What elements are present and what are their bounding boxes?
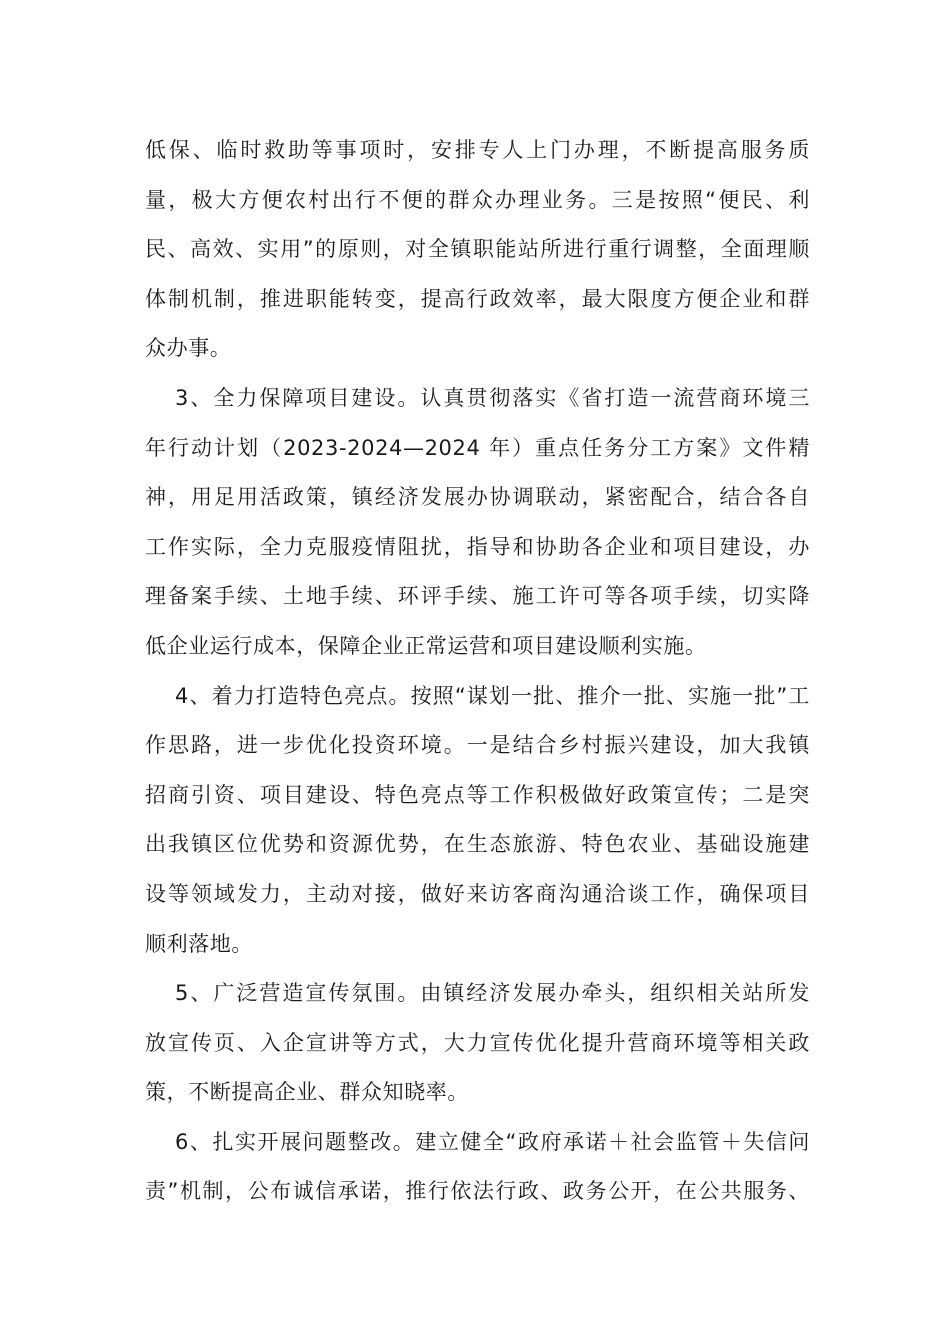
text-line: 出我镇区位优势和资源优势，在生态旅游、特色农业、基础设施建 bbox=[145, 832, 810, 857]
text-line: 作思路，进一步优化投资环境。一是结合乡村振兴建设，加大我镇 bbox=[145, 733, 810, 758]
text-line: 民、高效、实用”的原则，对全镇职能站所进行重行调整，全面理顺 bbox=[145, 237, 810, 262]
text-line: 体制机制，推进职能转变，提高行政效率，最大限度方便企业和群 bbox=[145, 286, 810, 311]
paragraph-6-heading-line: 6、扎实开展问题整改。建立健全“政府承诺＋社会监管＋失信问 bbox=[175, 1129, 810, 1154]
text-line: 责”机制，公布诚信承诺，推行依法行政、政务公开，在公共服务、 bbox=[145, 1179, 810, 1204]
text-line: 招商引资、项目建设、特色亮点等工作积极做好政策宣传；二是突 bbox=[145, 782, 810, 807]
text-line: 顺利落地。 bbox=[145, 931, 253, 956]
text-line: 年行动计划（2023-2024—2024 年）重点任务分工方案》文件精 bbox=[145, 435, 810, 460]
text-line: 量，极大方便农村出行不便的群众办理业务。三是按照“便民、利 bbox=[145, 187, 810, 212]
paragraph-5-heading-line: 5、广泛营造宣传氛围。由镇经济发展办牵头，组织相关站所发 bbox=[175, 981, 810, 1006]
document-body bbox=[145, 126, 810, 1217]
text-line: 众办事。 bbox=[145, 336, 232, 361]
paragraph-4-heading-line: 4、着力打造特色亮点。按照“谋划一批、推介一批、实施一批”工 bbox=[175, 683, 810, 708]
text-line: 工作实际，全力克服疫情阻扰，指导和协助各企业和项目建设，办 bbox=[145, 534, 810, 559]
text-line: 理备案手续、土地手续、环评手续、施工许可等各项手续，切实降 bbox=[145, 584, 810, 609]
text-line: 低企业运行成本，保障企业正常运营和项目建设顺利实施。 bbox=[145, 633, 707, 658]
text-line: 神，用足用活政策，镇经济发展办协调联动，紧密配合，结合各自 bbox=[145, 485, 810, 510]
text-line: 低保、临时救助等事项时，安排专人上门办理，不断提高服务质 bbox=[145, 138, 810, 162]
text-line: 策，不断提高企业、群众知晓率。 bbox=[145, 1080, 469, 1105]
paragraph-3-heading-line: 3、全力保障项目建设。认真贯彻落实《省打造一流营商环境三 bbox=[175, 385, 810, 410]
text-line: 放宣传页、入企宣讲等方式，大力宣传优化提升营商环境等相关政 bbox=[145, 1030, 810, 1055]
text-line: 设等领域发力，主动对接，做好来访客商沟通洽谈工作，确保项目 bbox=[145, 881, 810, 906]
